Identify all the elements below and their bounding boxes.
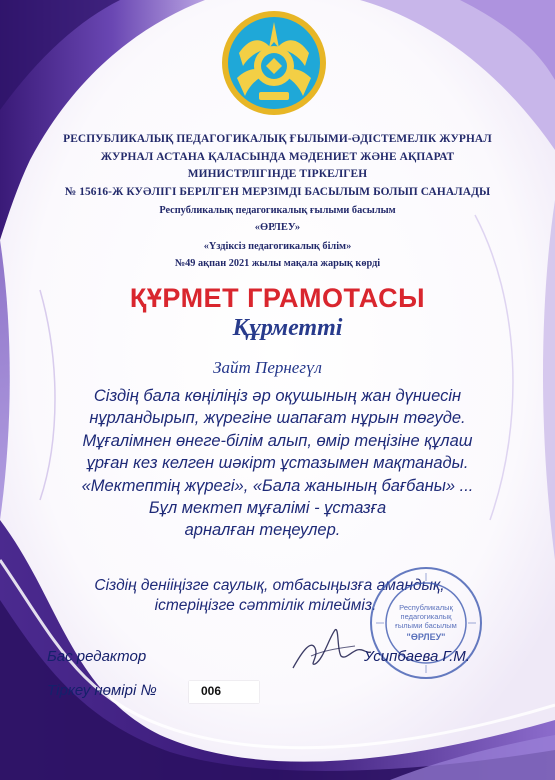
journal-title-line: РЕСПУБЛИКАЛЫҚ ПЕДАГОГИКАЛЫҚ ҒЫЛЫМИ-ӘДІСТЕМЕЛІК ЖУРНАЛ [63, 133, 492, 145]
body-line: Сіздің бала көңіліңіз әр оқушының жан дүниесін [93, 387, 462, 405]
certificate-number-line: № 15616-Ж КУӘЛІГІ БЕРІЛГЕН МЕРЗІМДІ БАСЫЛЫМ БОЛЫП САНАЛАДЫ [64, 186, 491, 198]
stamp-center-line: "ӨРЛЕУ" [406, 632, 446, 642]
wishes-line: Сіздің денііңізге саулық, отбасыңызға амандық, [94, 577, 445, 594]
certificate-title: ҚҰРМЕТ ГРАМОТАСЫ [129, 283, 426, 313]
body-line: Бұл мектеп мұғалімі - ұстазға [148, 499, 387, 518]
publication-type-line: Республикалық педагогикалық ғылыми басылым [159, 205, 396, 216]
stamp-center-line: педагогикалық [400, 612, 452, 621]
body-line: ұрған кез келген шәкірт ұстазымен мақтанады. [86, 454, 469, 473]
editor-role-label: Бас редактор [47, 648, 147, 665]
body-line: нұрландырып, жүрегіне шапағат нұрын төгуде. [89, 409, 466, 428]
issue-line: №49 ақпан 2021 жылы мақала жарық көрді [174, 258, 381, 269]
publisher-name: «ӨРЛЕУ» [254, 222, 301, 233]
stamp-center-line: ғылыми басылым [395, 621, 457, 630]
registration-line: ЖУРНАЛ АСТАНА ҚАЛАСЫНДА МӘДЕНИЕТ ЖӘНЕ АҚПАРАТ [100, 151, 455, 163]
body-line: «Мектептің жүрегі», «Бала жанының бағбаны» ... [81, 476, 474, 495]
body-text [0, 385, 555, 542]
journal-name: «Үздіксіз педагогикалық білім» [203, 241, 352, 252]
registration-number: 006 [189, 681, 259, 703]
wishes-line: істеріңізге сәттілік тілейміз. [154, 597, 377, 614]
body-line: Мұғалімнен өнеге-білім алып, өмір теңізіне құлаш [82, 431, 473, 450]
state-emblem-icon [219, 8, 329, 118]
body-line: арналған теңеулер. [184, 521, 341, 540]
signature-icon [285, 620, 375, 675]
stamp-center-line: Республикалық [399, 603, 453, 612]
recipient-name: Зайт Пернегүл [213, 358, 322, 377]
registration-label: Тіркеу нөмірі № [47, 682, 157, 699]
ministry-line: МИНИСТРЛІГІНДЕ ТІРКЕЛГЕН [187, 168, 368, 180]
editor-name: Усипбаева Г.М. [364, 648, 470, 665]
salutation: Құрметті [232, 315, 343, 341]
